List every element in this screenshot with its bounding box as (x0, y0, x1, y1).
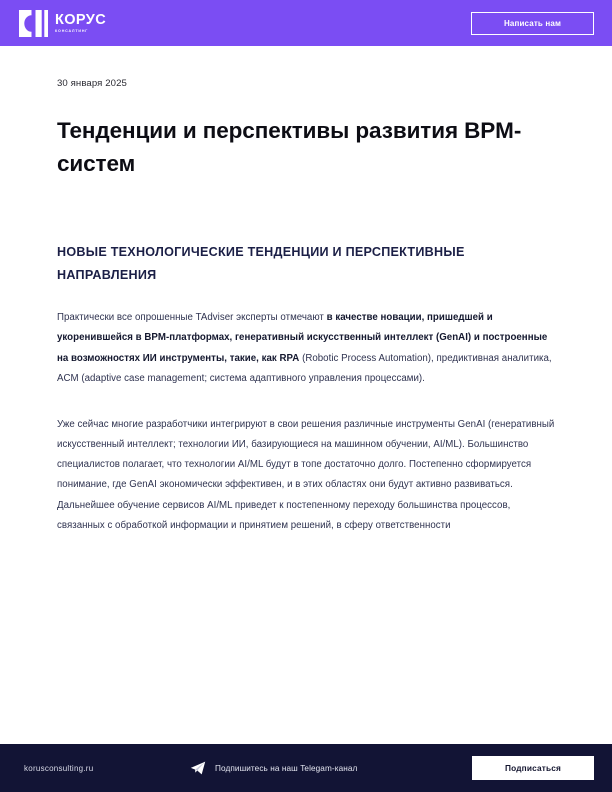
telegram-cta-text: Подпишитесь на наш Telegam-канал (215, 763, 358, 773)
brand-name: КОРУС (55, 11, 107, 28)
brand-wordmark (55, 13, 106, 34)
paragraph-1-emphasis: в качестве новации, пришедшей и укоренившейся в BPM-платформах, генеративный искусственный интеллект (GenAI) и построенные на возможностях ИИ инструменты, такие, как RPA (57, 312, 548, 364)
paragraph-2: Уже сейчас многие разработчики интегрируют в свои решения различные инструменты GenAI (генеративный искусственный интеллект; технологии ИИ, базирующиеся на машинном обучении, AI/ML). Большинство специалистов полагает, что технологии AI/ML будут в топе достаточно долго. Постепенно сформируется понимание, где GenAI экономически эффективен, и в этих областях они будут активно развиваться. Дальнейшее обучение сервисов AI/ML приведет к постепенному переходу большинства процессов, связанных с обработкой информации и принятием решений, в сферу ответственности (57, 418, 555, 531)
korus-logo-mark-icon (19, 10, 48, 37)
paragraph-1-lead: Практически все опрошенные TAdviser эксперты отмечают (57, 312, 327, 324)
footer-site-url[interactable]: korusconsulting.ru (24, 763, 94, 773)
paragraph-1-tail: (Robotic Process Automation), предиктивная аналитика, ACM (adaptive case management; система адаптивного управления процессами). (57, 352, 552, 384)
contact-us-button[interactable]: Написать нам (471, 12, 594, 35)
publish-date: 30 января 2025 (57, 78, 127, 89)
brand-subtitle: КОНСАЛТИНГ (55, 28, 89, 33)
subscribe-button[interactable]: Подписаться (472, 756, 594, 780)
section-heading: НОВЫЕ ТЕХНОЛОГИЧЕСКИЕ ТЕНДЕНЦИИ И ПЕРСПЕКТИВНЫЕ НАПРАВЛЕНИЯ (57, 244, 465, 282)
telegram-cta[interactable] (93, 761, 454, 775)
article-content (0, 46, 612, 536)
paragraph-1 (57, 308, 556, 389)
page-header (0, 0, 612, 46)
telegram-paper-plane-icon (190, 761, 206, 775)
brand-logo[interactable] (19, 10, 106, 37)
page-footer (0, 744, 612, 792)
page-title: Тенденции и перспективы развития BPM-систем (57, 118, 522, 177)
